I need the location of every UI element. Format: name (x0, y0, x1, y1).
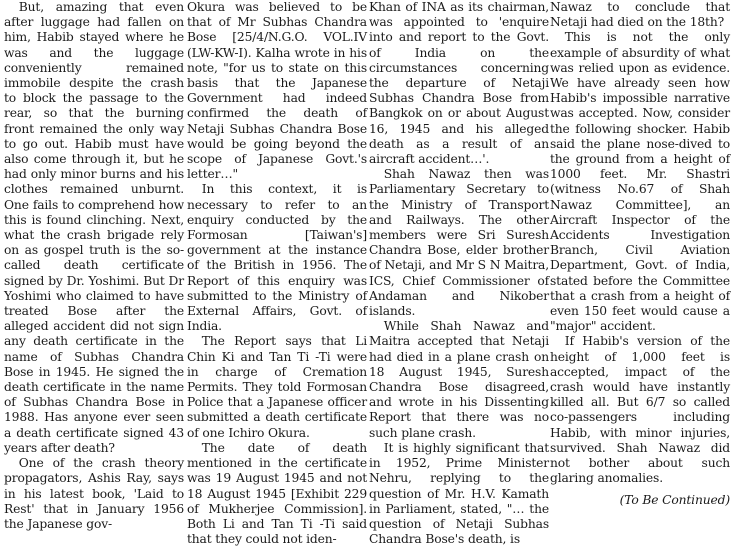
paragraph: Okura was believed to be that of Mr Subhas Chandra Bose [25/4/N.G.O. VOL.IV (LW-KW-I). Kalha wrote in his note, "for us to state on this basis that the Japanese Government had indeed confirmed the death of Netaji Subhas Chandra Bose would be going beyond the scope of Japanese Govt.'s letter…" (187, 0, 367, 182)
paragraph: One of the crash theory propagators, Ashis Ray, says in his latest book, 'Laid to Rest' that in January 1956 the Japanese gov- (4, 456, 184, 531)
article-column-4 (550, 0, 730, 508)
paragraph: In this context, it is necessary to refer to an enquiry conducted by the Formosan [Taiwan's] government at the instance of the British in 1956. The Report of this enquiry was submitted to the Ministry of External Affairs, Govt. of India. (187, 182, 367, 334)
paragraph: Khan of INA as its chairman, was appointed to 'enquire into and report to the Govt. of India on the circumstances concerning the departure of Netaji Subhas Chandra Bose from Bangkok on or about August 16, 1945 and his alleged death as a result of an aircraft accident…'. (369, 0, 549, 167)
paragraph: Nawaz to conclude that Netaji had died on the 18th? (550, 0, 730, 30)
paragraph: The Report says that Li Chin Ki and Tan Ti -Ti were in charge of Cremation Permits. They told Formosan Police that a Japanese officer submitted a death certificate of one Ichiro Okura. (187, 334, 367, 440)
article-column-2 (187, 0, 367, 547)
paragraph: The date of death mentioned in the certificate was 19 August 1945 and not 18 August 1945 [Exhibit 229 of Mukherjee Commission]. Both Li and Tan Ti -Ti said that they could not iden- (187, 440, 367, 547)
paragraph: Shah Nawaz then was Parliamentary Secretary to the Ministry of Transport and Railways. The other members were Sri Suresh Chandra Bose, elder brother of Netaji, and Mr S N Maitra, ICS, Chief Commissioner of Andaman and Nikober islands. (369, 167, 549, 319)
continuation-note: (To Be Continued) (619, 492, 730, 507)
paragraph: But, amazing that even after luggage had fallen on him, Habib stayed where he was and the luggage conveniently remained immobile despite the crash to block the passage to the rear, so that the burning front remained the only way to go out. Habib must have also come through it, but he had only minor burns and his clothes remained unburnt. One fails to comprehend how this is found clinching. Next, what the crash brigade rely on as gospel truth is the so-called death certificate signed by Dr. Yoshimi. But Dr Yoshimi who claimed to have treated Bose after the alleged accident did not sign any death certificate in the name of Subhas Chandra Bose in 1945. He signed the death certificate in the name of Subhas Chandra Bose in 1988. Has anyone ever seen a death certificate signed 43 years after death? (4, 0, 184, 455)
paragraph: If Habib's version of the height of 1,000 feet is accepted, impact of the crash would have instantly killed all. But 6/7 so called co-passengers including Habib, with minor injuries, survived. Shah Nawaz did not bother about such glaring anomalies. (550, 334, 730, 486)
paragraph: This is not the only example of absurdity of what was relied upon as evidence. We have already seen how Habib's impossible narrative was accepted. Now, consider the following shocker. Habib said the plane nose-dived to the ground from a height of 1000 feet. Mr. Shastri (witness No.67 of Shah Nawaz Committee], an Aircraft Inspector of the Accidents Investigation Branch, Civil Aviation Department, Govt. of India, stated before the Committee that a crash from a height of even 150 feet would cause a "major" accident. (550, 30, 730, 334)
paragraph: It is highly significant that in 1952, Prime Minister Nehru, replying to the question of Mr. H.V. Kamath in Parliament, stated, "… the question of Netaji Subhas Chandra Bose's death, is (369, 440, 549, 547)
article-column-1 (4, 0, 184, 532)
article-column-3 (369, 0, 549, 547)
paragraph: While Shah Nawaz and Maitra accepted that Netaji had died in a plane crash on 18 August 1945, Suresh Chandra Bose disagreed, and wrote in his Dissenting Report that there was no such plane crash. (369, 319, 549, 440)
